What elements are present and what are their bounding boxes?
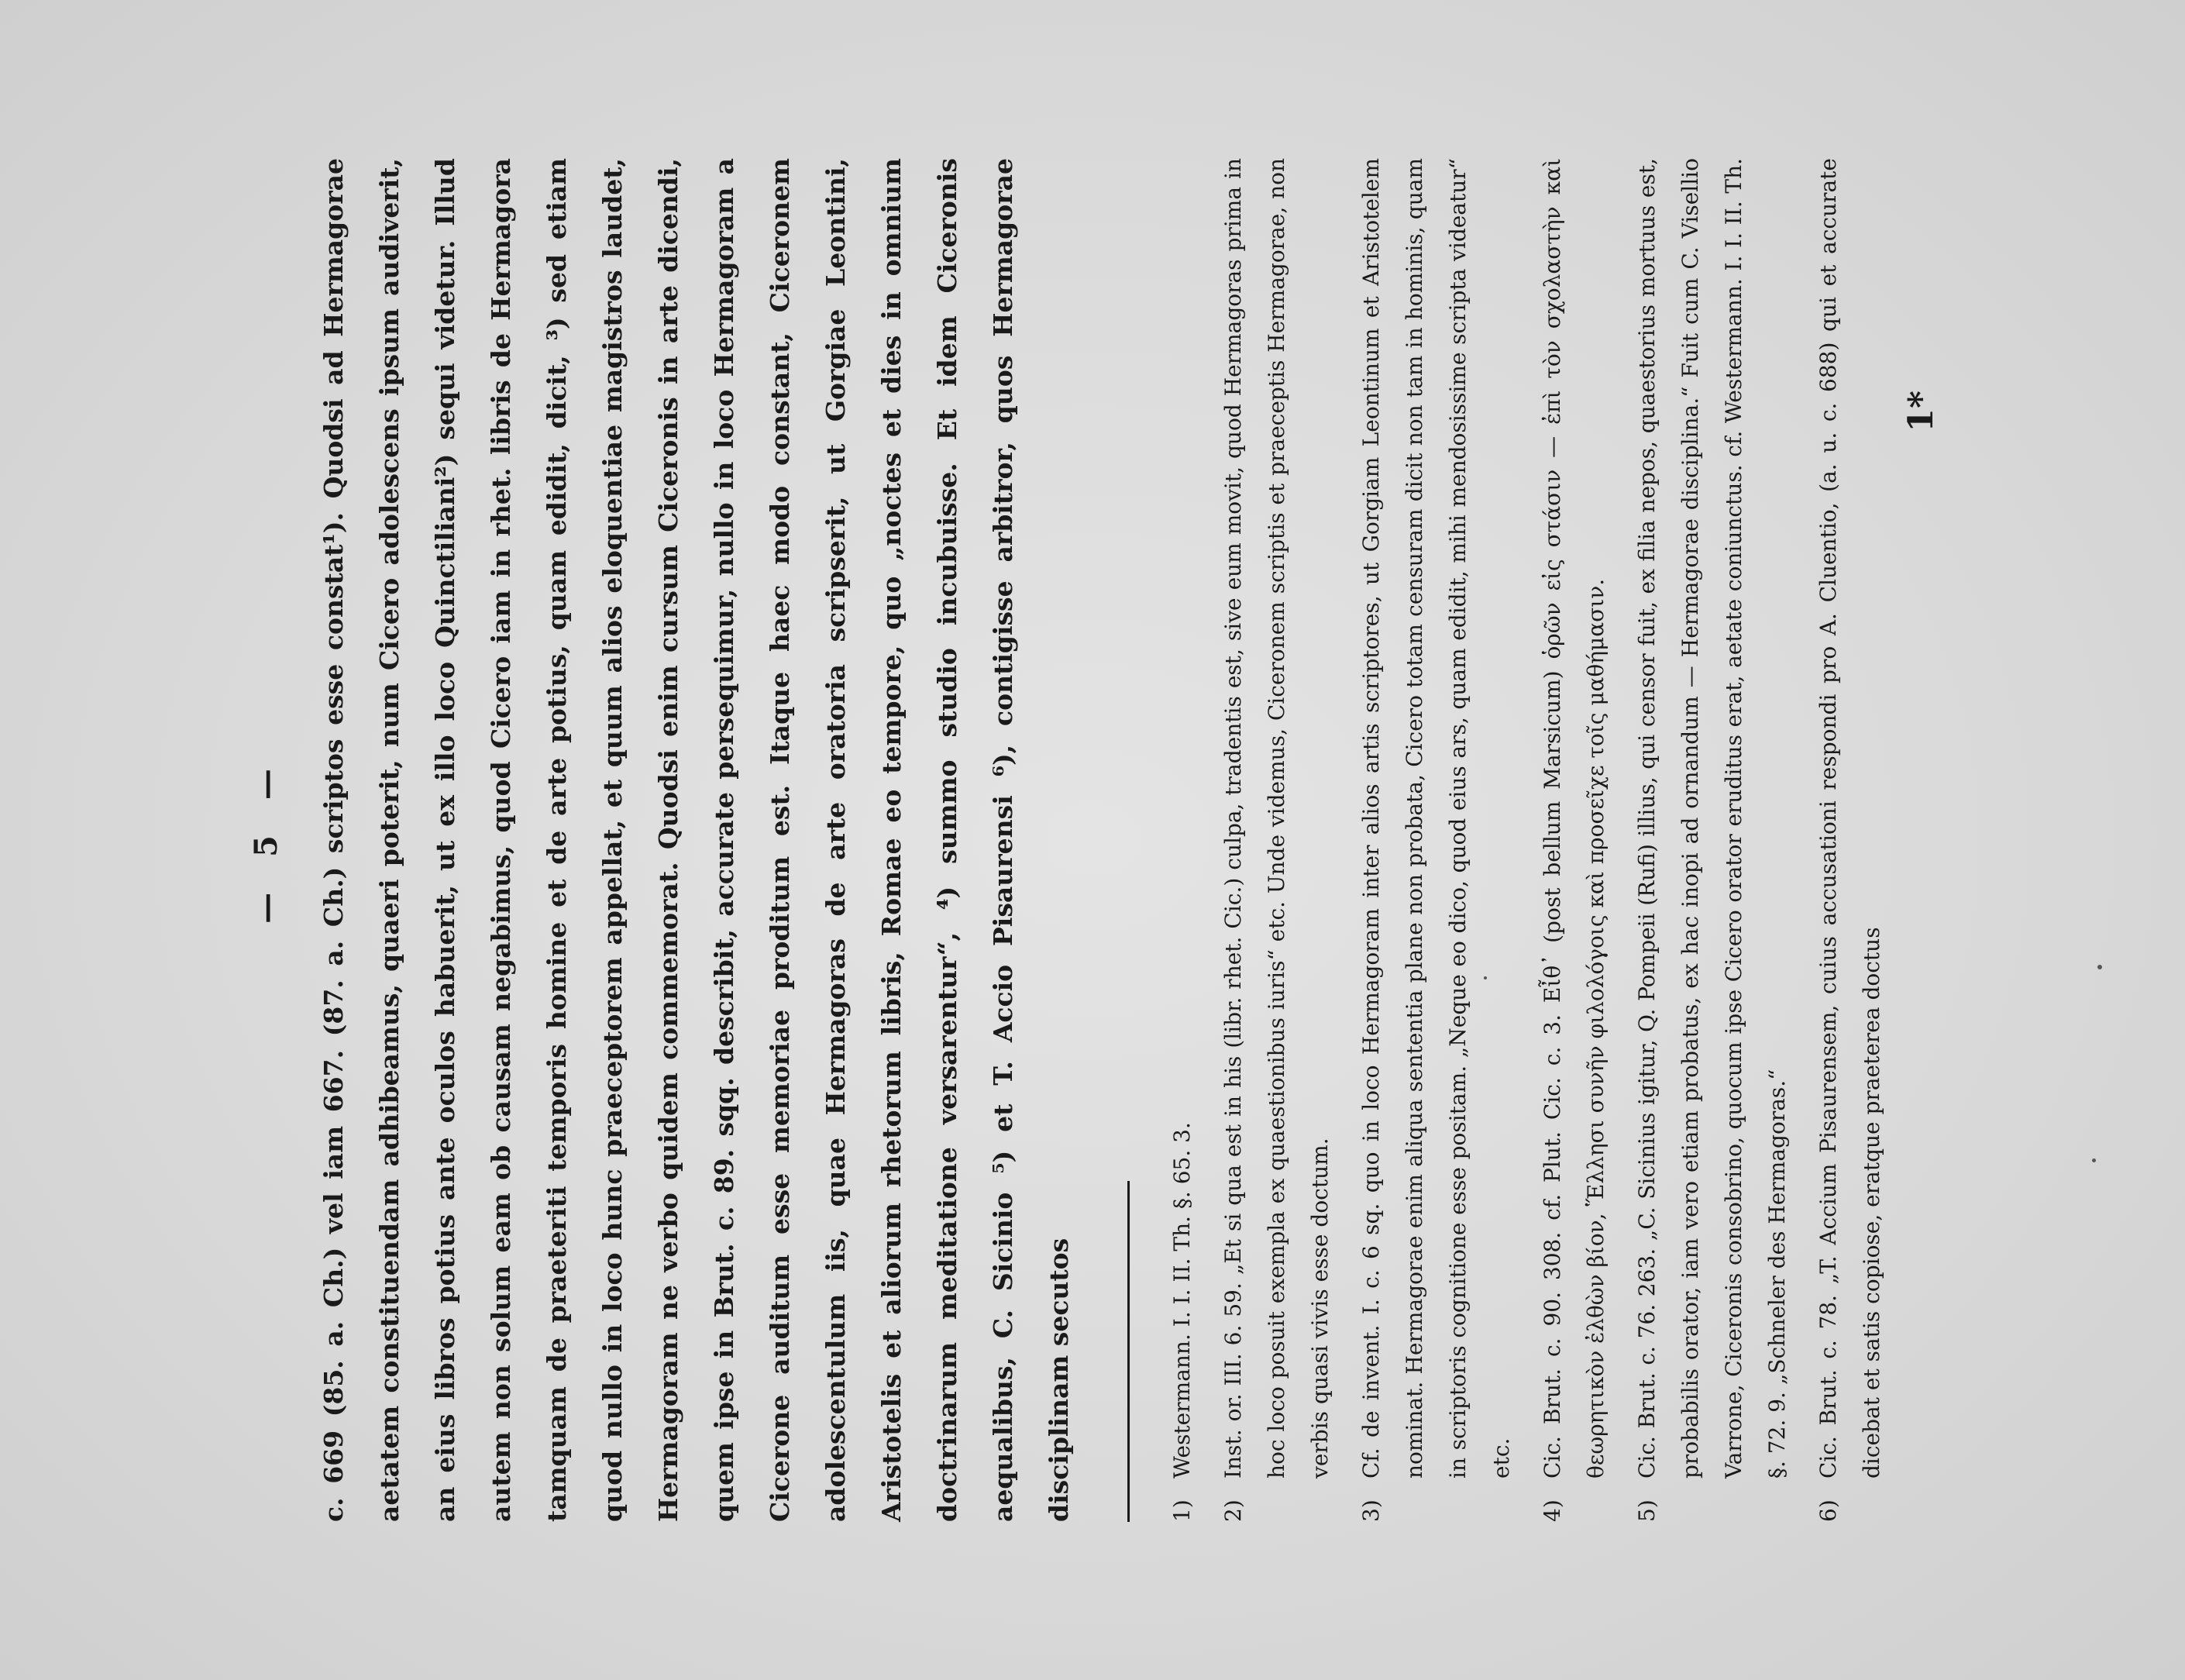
footnote-number: 5) [1634, 1499, 1660, 1522]
footnote-number: 1) [1169, 1499, 1195, 1522]
footnote [1626, 158, 1799, 1522]
footnote-text: Westermann. I. I. II. Th. §. 65. 3. [1169, 1122, 1195, 1479]
footnote [1807, 158, 1894, 1522]
footnote-separator [1127, 1181, 1130, 1522]
main-text [306, 158, 1087, 1522]
footnote [1212, 158, 1342, 1522]
footnotes [1161, 158, 1894, 1522]
footnote-text: Cic. Brut. c. 90. 308. cf. Plut. Cic. c. 3. Εἶθ᾽ (post bellum Marsicum) ὁρῶν εἰς στάσιν — ἐπὶ τὸν σχολαστὴν καὶ θεωρητικὸν ἐλθὼν βίον, Ἕλλησι συνῆν φιλολόγοις καὶ προσεῖχε τοῖς μαθήμασιν. [1540, 157, 1609, 1479]
page-number-header: — 5 — [248, 756, 284, 924]
footnote [1531, 158, 1618, 1522]
signature-mark: 1* [1901, 391, 1941, 432]
footnote [1350, 158, 1523, 1522]
ink-speck [2092, 1158, 2096, 1162]
footnote-number: 6) [1815, 1499, 1841, 1522]
footnote-number: 3) [1358, 1499, 1384, 1522]
main-paragraph: c. 669 (85. a. Ch.) vel iam 667. (87. a. Ch.) scriptos esse constat¹). Quodsi ad Hermagorae aetatem constituendam adhibeamus, quaeri poterit, num Cicero adolescens ipsum audiverit, an eius libros potius ante oculos habuerit, ut ex illo loco Quinctiliani²) sequi videtur. Illud autem non solum eam ob causam negabimus, quod Cicero iam in rhet. libris de Hermagora tamquam de praeteriti temporis homine et de arte potius, quam edidit, dicit, ³) sed etiam quod nullo in loco hunc praeceptorem appellat, et quum alios eloquentiae magistros laudet, Hermagoram ne verbo quidem commemorat. Quodsi enim cursum Ciceronis in arte dicendi, quem ipse in Brut. c. 89. sqq. describit, accurate persequimur, nullo in loco Hermagoram a Cicerone auditum esse memoriae proditum est. Itaque haec modo constant, Ciceronem adolescentulum iis, quae Hermagoras de arte oratoria scripserit, ut Gorgiae Leontini, Aristotelis et aliorum rhetorum libris, Romae eo tempore, quo „noctes et dies in omnium doctrinarum meditatione versarentur“, ⁴) summo studio incubuisse. Et idem Ciceronis aequalibus, C. Sicinio ⁵) et T. Accio Pisaurensi ⁶), contigisse arbitror, quos Hermagorae disciplinam secutos [318, 158, 1074, 1522]
footnote-number: 4) [1540, 1499, 1565, 1522]
footnote [1161, 158, 1204, 1522]
footnote-text: Cf. de invent. I. c. 6 sq. quo in loco Hermagoram inter alios artis scriptores, ut Gorgiam Leontinum et Aristotelem nominat. Hermagorae enim aliqua sententia plane non probata, Cicero totam censuram dicit non tam in hominis, quam in scriptoris cognitione esse positam. „Neque eo dico, quod eius ars, quam edidit, mihi mendosissime scripta videatur“ etc. [1358, 158, 1514, 1479]
footnote-number: 2) [1220, 1499, 1246, 1522]
footnote-text: Cic. Brut. c. 76. 263. „C. Sicinius igitur, Q. Pompeii (Rufi) illius, qui censor fuit, ex filia nepos, quaestorius mortuus est, probabilis orator, iam vero etiam probatus, ex hac inopi ad ornandum — Hermagorae disciplina.“ Fuit cum C. Visellio Varrone, Ciceronis consobrino, quocum ipse Cicero orator eruditus erat, aetate coniunctus. cf. Westermann. I. I. II. Th. §. 72. 9. „Schneler des Hermagoras.“ [1634, 158, 1790, 1479]
footnote-text: Cic. Brut. c. 78. „T. Accium Pisaurensem, cuius accusationi respondi pro A. Cluentio, (a. u. c. 688) qui et accurate dicebat et satis copiose, eratque praeterea doctus [1815, 158, 1884, 1479]
rotated-page-content [124, 65, 2061, 1615]
footnote-text: Inst. or. III. 6. 59. „Et si qua est in his (libr. rhet. Cic.) culpa, tradentis est, sive eum movit, quod Hermagoras prima in hoc loco posuit exempla ex quaestionibus iuris“ etc. Unde videmus, Ciceronem scriptis et praeceptis Hermagorae, non verbis quasi vivis esse doctum. [1220, 158, 1333, 1479]
ink-speck [2097, 965, 2102, 969]
